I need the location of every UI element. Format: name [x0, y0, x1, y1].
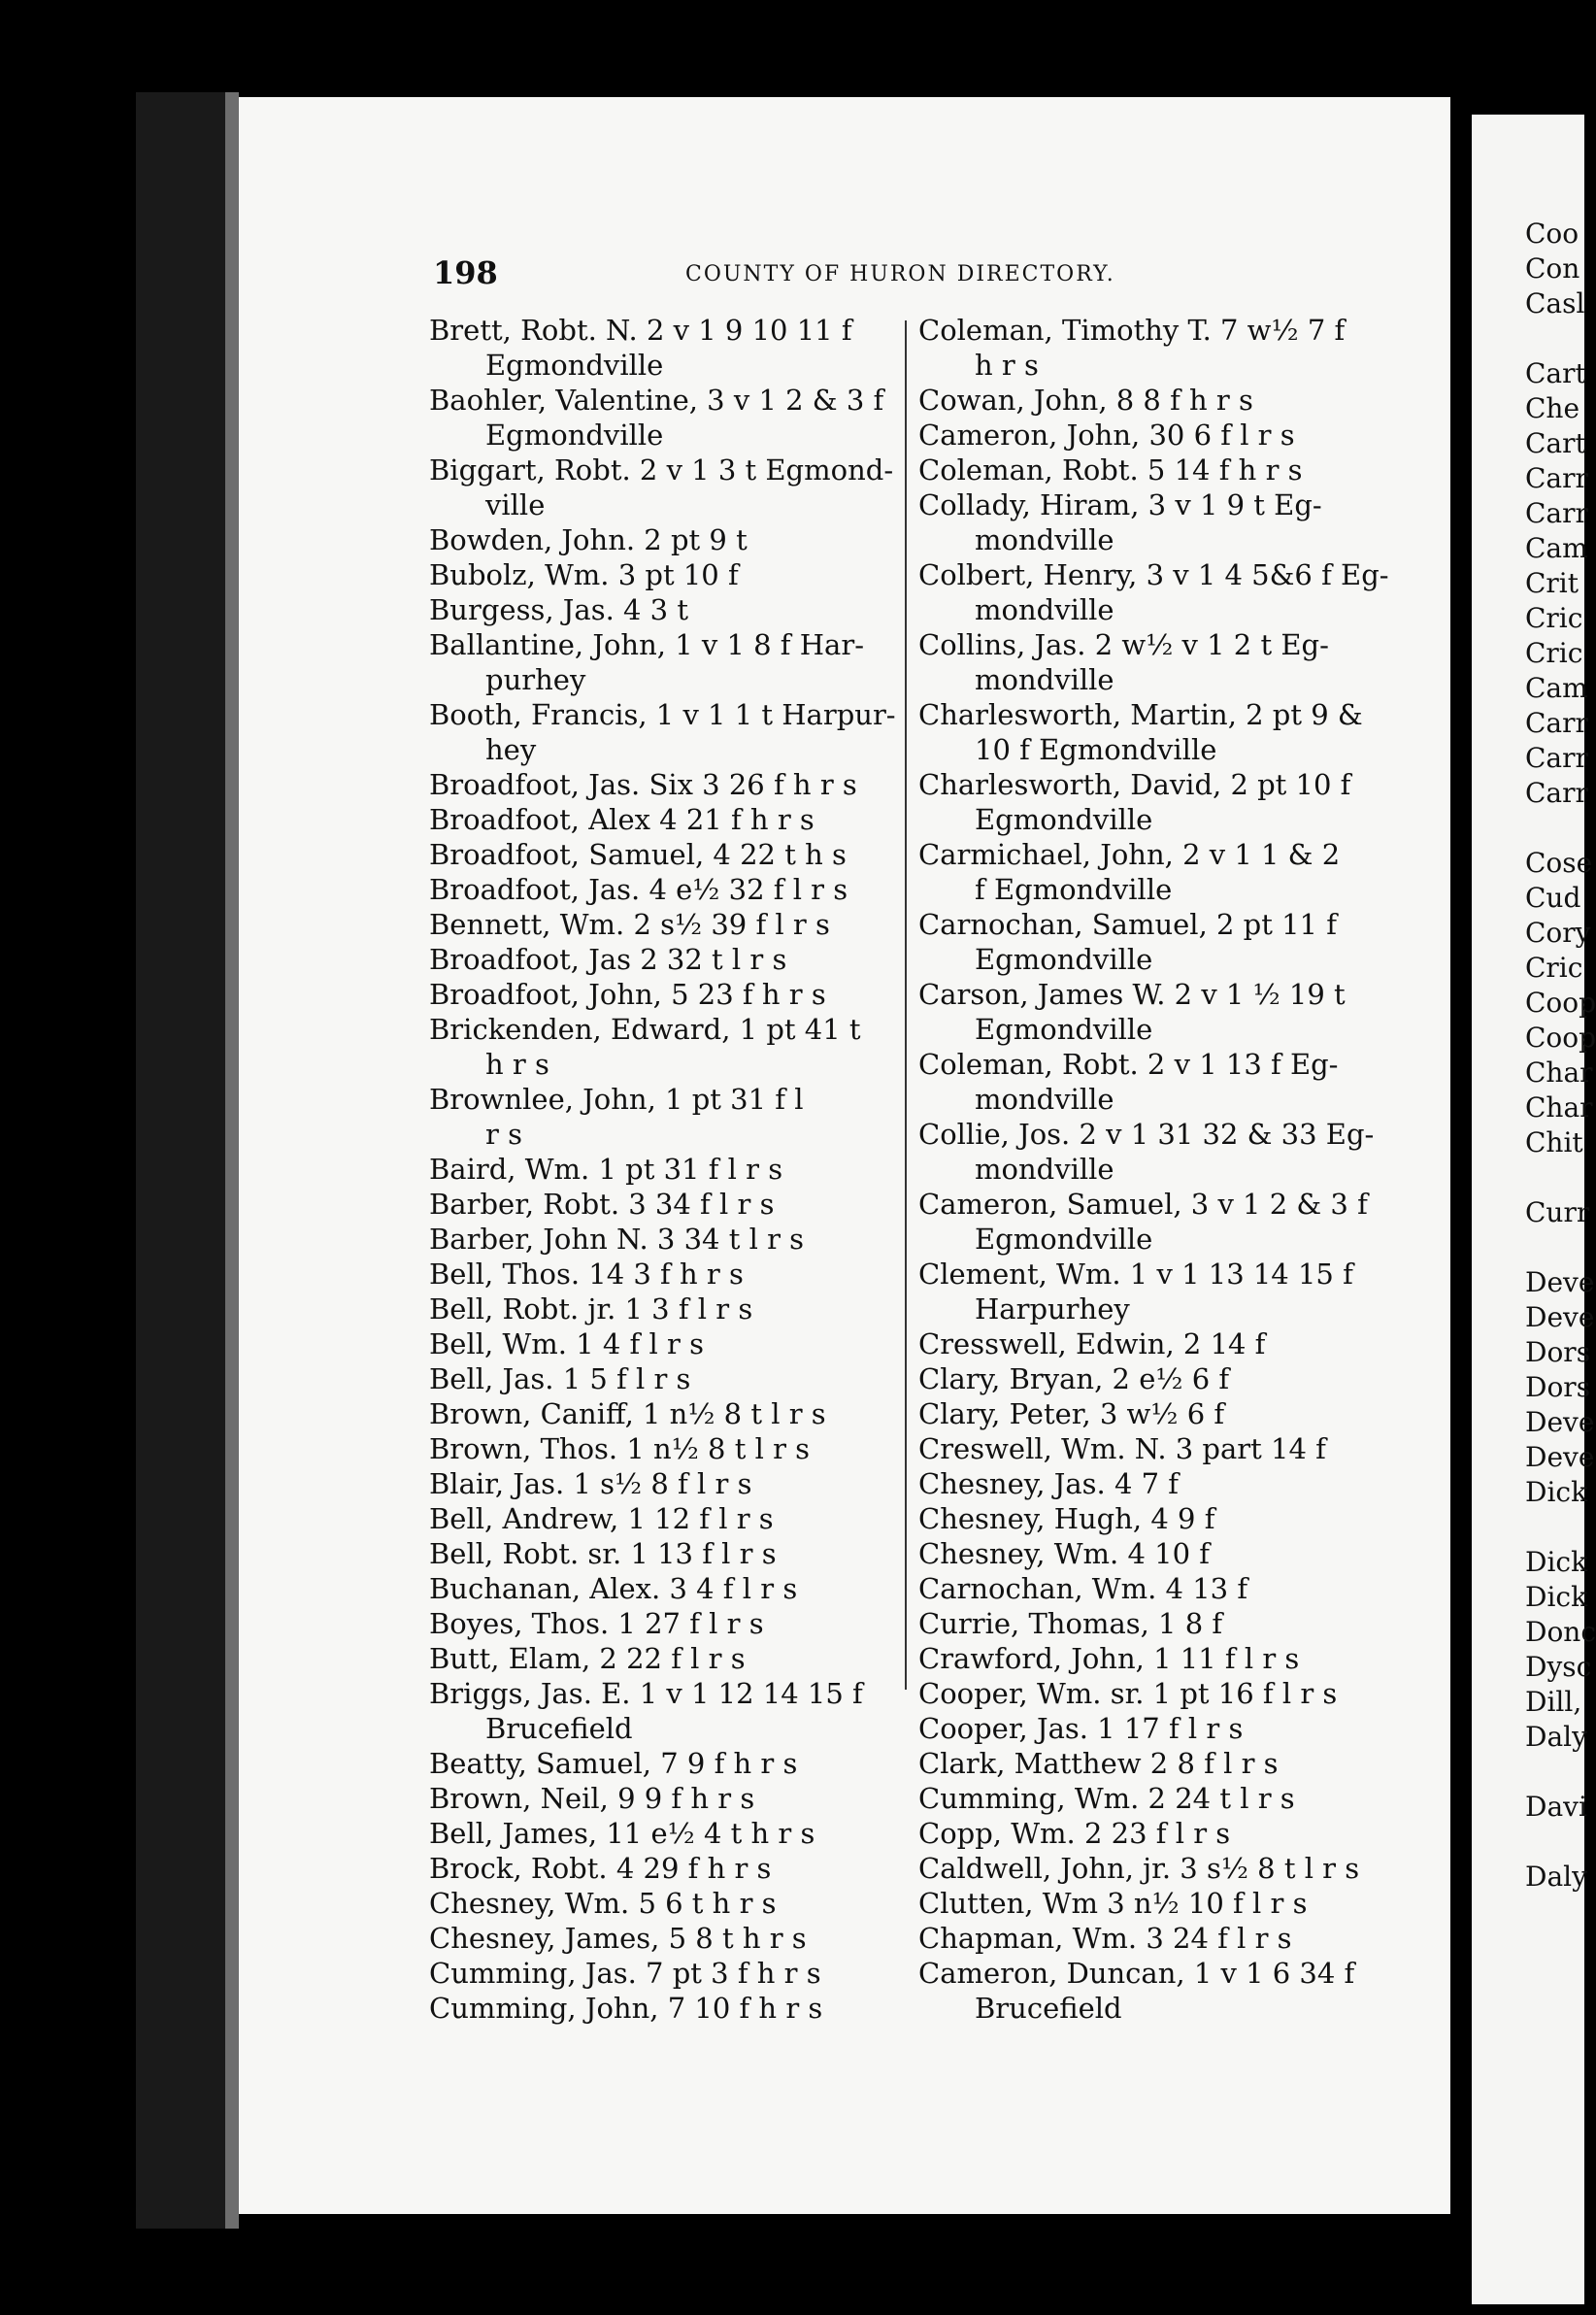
directory-entry: Biggart, Robt. 2 v 1 3 t Egmond-	[429, 453, 894, 486]
entry-continuation: mondville	[975, 523, 1114, 556]
adjacent-page-fragment: Curr	[1525, 1196, 1590, 1228]
directory-entry: Barber, Robt. 3 34 f l r s	[429, 1188, 775, 1221]
directory-entry: Coleman, Robt. 2 v 1 13 f Eg-	[918, 1048, 1339, 1081]
entry-continuation: mondville	[975, 1153, 1114, 1186]
directory-entry: Chesney, Wm. 4 10 f	[918, 1537, 1210, 1570]
directory-entry: Chesney, Jas. 4 7 f	[918, 1467, 1180, 1500]
directory-entry: Charlesworth, Martin, 2 pt 9 &	[918, 698, 1363, 731]
directory-entry: Brown, Thos. 1 n½ 8 t l r s	[429, 1432, 811, 1465]
adjacent-page-fragment: Coop	[1525, 987, 1596, 1019]
directory-entry: Bell, Robt. jr. 1 3 f l r s	[429, 1292, 753, 1325]
directory-entry: Broadfoot, John, 5 23 f h r s	[429, 978, 826, 1011]
adjacent-page-fragment: Dors	[1525, 1336, 1591, 1368]
directory-entry: Bell, Wm. 1 4 f l r s	[429, 1327, 704, 1360]
directory-entry: Cooper, Wm. sr. 1 pt 16 f l r s	[918, 1677, 1338, 1710]
right-column	[918, 313, 1394, 2026]
directory-entry: Briggs, Jas. E. 1 v 1 12 14 15 f	[429, 1677, 863, 1710]
directory-entry: Broadfoot, Jas. 4 e½ 32 f l r s	[429, 873, 848, 906]
entry-continuation: 10 f Egmondville	[975, 733, 1217, 766]
adjacent-page-fragment: Carr	[1525, 707, 1588, 739]
adjacent-page-fragment: Char	[1525, 1057, 1593, 1089]
left-column	[429, 313, 905, 2026]
adjacent-page-fragment: Cric	[1525, 637, 1583, 669]
directory-entry: Clark, Matthew 2 8 f l r s	[918, 1747, 1279, 1780]
adjacent-page-fragment: Carr	[1525, 777, 1588, 809]
directory-entry: Cowan, John, 8 8 f h r s	[918, 384, 1253, 417]
adjacent-page-fragment: Deve	[1525, 1406, 1595, 1438]
directory-entry: Bennett, Wm. 2 s½ 39 f l r s	[429, 908, 830, 941]
entry-continuation: Egmondville	[975, 1013, 1153, 1046]
directory-entry: Barber, John N. 3 34 t l r s	[429, 1223, 805, 1256]
adjacent-page-fragment: Carr	[1525, 497, 1588, 529]
adjacent-page-fragment: Deve	[1525, 1301, 1595, 1333]
adjacent-page-fragment: Carr	[1525, 462, 1588, 494]
adjacent-page-fragment: Daly	[1525, 1861, 1587, 1893]
directory-entry: Cresswell, Edwin, 2 14 f	[918, 1327, 1266, 1360]
directory-entry: Broadfoot, Jas 2 32 t l r s	[429, 943, 787, 976]
directory-entry: Burgess, Jas. 4 3 t	[429, 593, 689, 626]
entry-continuation: mondville	[975, 1083, 1114, 1116]
directory-entry: Cumming, John, 7 10 f h r s	[429, 1992, 823, 2025]
entry-continuation: f Egmondville	[975, 873, 1173, 906]
directory-entry: Baohler, Valentine, 3 v 1 2 & 3 f	[429, 384, 884, 417]
directory-entry: Brown, Caniff, 1 n½ 8 t l r s	[429, 1397, 826, 1430]
directory-entry: Charlesworth, David, 2 pt 10 f	[918, 768, 1351, 801]
directory-entry: Clary, Peter, 3 w½ 6 f	[918, 1397, 1225, 1430]
entry-continuation: h r s	[485, 1048, 549, 1081]
directory-entry: Ballantine, John, 1 v 1 8 f Har-	[429, 628, 864, 661]
adjacent-page-fragment: Cam	[1525, 532, 1588, 564]
entry-continuation: Egmondville	[975, 1223, 1153, 1256]
directory-entry: Carson, James W. 2 v 1 ½ 19 t	[918, 978, 1346, 1011]
directory-entry: Cumming, Jas. 7 pt 3 f h r s	[429, 1957, 821, 1990]
adjacent-page-fragment: Deve	[1525, 1441, 1595, 1473]
directory-entry: Cumming, Wm. 2 24 t l r s	[918, 1782, 1295, 1815]
directory-entry: Clement, Wm. 1 v 1 13 14 15 f	[918, 1258, 1353, 1291]
directory-entry: Boyes, Thos. 1 27 f l r s	[429, 1607, 764, 1640]
directory-entry: Booth, Francis, 1 v 1 1 t Harpur-	[429, 698, 896, 731]
directory-entry: Carnochan, Wm. 4 13 f	[918, 1572, 1248, 1605]
adjacent-page-fragment: Daly	[1525, 1721, 1587, 1753]
adjacent-page-edge	[1472, 115, 1596, 2304]
page-edge	[225, 92, 239, 2229]
adjacent-page-fragment: Dick	[1525, 1476, 1588, 1508]
directory-entry: Currie, Thomas, 1 8 f	[918, 1607, 1223, 1640]
adjacent-page-fragment: Cose	[1525, 847, 1593, 879]
directory-entry: Carnochan, Samuel, 2 pt 11 f	[918, 908, 1337, 941]
directory-entry: Cooper, Jas. 1 17 f l r s	[918, 1712, 1244, 1745]
directory-entry: Collie, Jos. 2 v 1 31 32 & 33 Eg-	[918, 1118, 1375, 1151]
adjacent-page-fragment: Chit	[1525, 1126, 1583, 1158]
directory-entry: Chapman, Wm. 3 24 f l r s	[918, 1922, 1292, 1955]
entry-continuation: mondville	[975, 593, 1114, 626]
directory-entry: Brett, Robt. N. 2 v 1 9 10 11 f	[429, 314, 852, 347]
directory-entry: Creswell, Wm. N. 3 part 14 f	[918, 1432, 1326, 1465]
directory-entry: Bell, Robt. sr. 1 13 f l r s	[429, 1537, 777, 1570]
directory-page	[239, 97, 1450, 2214]
directory-entry: Broadfoot, Samuel, 4 22 t h s	[429, 838, 847, 871]
directory-entry: Brownlee, John, 1 pt 31 f l	[429, 1083, 804, 1116]
directory-entry: Broadfoot, Jas. Six 3 26 f h r s	[429, 768, 857, 801]
entry-continuation: Brucefield	[975, 1992, 1122, 2025]
entry-continuation: hey	[485, 733, 537, 766]
directory-entry: Broadfoot, Alex 4 21 f h r s	[429, 803, 815, 836]
adjacent-page-fragment: Cam	[1525, 672, 1588, 704]
directory-entry: Colbert, Henry, 3 v 1 4 5&6 f Eg-	[918, 558, 1389, 591]
adjacent-page-fragment: Coo	[1525, 218, 1579, 250]
page-number: 198	[433, 254, 498, 291]
directory-entry: Butt, Elam, 2 22 f l r s	[429, 1642, 746, 1675]
directory-entry: Bell, James, 11 e½ 4 t h r s	[429, 1817, 815, 1850]
column-divider	[905, 320, 907, 1690]
book-spine	[136, 92, 238, 2229]
directory-entry: Brown, Neil, 9 9 f h r s	[429, 1782, 755, 1815]
adjacent-page-fragment: Cart	[1525, 427, 1586, 459]
entry-continuation: Harpurhey	[975, 1292, 1130, 1325]
directory-entry: Collady, Hiram, 3 v 1 9 t Eg-	[918, 488, 1322, 521]
adjacent-page-fragment: Cric	[1525, 952, 1583, 984]
adjacent-page-fragment: Dors	[1525, 1371, 1591, 1403]
directory-entry: Brock, Robt. 4 29 f h r s	[429, 1852, 772, 1885]
adjacent-page-fragment: Dysc	[1525, 1651, 1592, 1683]
entry-continuation: Egmondville	[975, 943, 1153, 976]
adjacent-page-fragment: Cud	[1525, 882, 1581, 914]
entry-continuation: purhey	[485, 663, 586, 696]
adjacent-page-fragment: Casl	[1525, 287, 1585, 319]
directory-entry: Cameron, John, 30 6 f l r s	[918, 419, 1295, 452]
adjacent-page-fragment: Che	[1525, 392, 1580, 424]
directory-entry: Brickenden, Edward, 1 pt 41 t	[429, 1013, 861, 1046]
directory-entry: Clary, Bryan, 2 e½ 6 f	[918, 1362, 1230, 1395]
entry-continuation: Egmondville	[975, 803, 1153, 836]
adjacent-page-fragment: Dick	[1525, 1546, 1588, 1578]
directory-entry: Collins, Jas. 2 w½ v 1 2 t Eg-	[918, 628, 1329, 661]
running-head	[239, 254, 1450, 293]
adjacent-page-fragment: Dill,	[1525, 1686, 1582, 1718]
adjacent-page-fragment: Cory	[1525, 917, 1591, 949]
directory-entry: Bell, Andrew, 1 12 f l r s	[429, 1502, 774, 1535]
directory-entry: Bubolz, Wm. 3 pt 10 f	[429, 558, 739, 591]
directory-entry: Beatty, Samuel, 7 9 f h r s	[429, 1747, 798, 1780]
directory-entry: Chesney, Hugh, 4 9 f	[918, 1502, 1215, 1535]
adjacent-page-fragment: Con	[1525, 252, 1580, 285]
entry-continuation: mondville	[975, 663, 1114, 696]
directory-entry: Chesney, Wm. 5 6 t h r s	[429, 1887, 777, 1920]
directory-entry: Bell, Jas. 1 5 f l r s	[429, 1362, 691, 1395]
adjacent-page-fragment: Donc	[1525, 1616, 1596, 1648]
directory-entry: Crawford, John, 1 11 f l r s	[918, 1642, 1300, 1675]
adjacent-page-fragment: Crit	[1525, 567, 1579, 599]
directory-entry: Blair, Jas. 1 s½ 8 f l r s	[429, 1467, 752, 1500]
directory-entry: Cameron, Samuel, 3 v 1 2 & 3 f	[918, 1188, 1368, 1221]
directory-entry: Caldwell, John, jr. 3 s½ 8 t l r s	[918, 1852, 1360, 1885]
adjacent-page-fragment: Coop	[1525, 1022, 1596, 1054]
directory-entry: Bowden, John. 2 pt 9 t	[429, 523, 748, 556]
directory-entry: Bell, Thos. 14 3 f h r s	[429, 1258, 744, 1291]
directory-entry: Clutten, Wm 3 n½ 10 f l r s	[918, 1887, 1308, 1920]
entry-continuation: ville	[485, 488, 546, 521]
entry-continuation: h r s	[975, 349, 1039, 382]
directory-entry: Coleman, Robt. 5 14 f h r s	[918, 453, 1303, 486]
directory-entry: Cameron, Duncan, 1 v 1 6 34 f	[918, 1957, 1355, 1990]
directory-entry: Carmichael, John, 2 v 1 1 & 2	[918, 838, 1341, 871]
directory-entry: Chesney, James, 5 8 t h r s	[429, 1922, 807, 1955]
directory-entry: Buchanan, Alex. 3 4 f l r s	[429, 1572, 798, 1605]
adjacent-page-fragment: Davi	[1525, 1791, 1587, 1823]
adjacent-page-fragment: Deve	[1525, 1266, 1595, 1298]
adjacent-page-fragment: Cart	[1525, 357, 1586, 389]
page-title: COUNTY OF HURON DIRECTORY.	[685, 262, 1115, 286]
adjacent-page-fragment: Dick	[1525, 1581, 1588, 1613]
directory-entry: Coleman, Timothy T. 7 w½ 7 f	[918, 314, 1346, 347]
adjacent-page-fragment: Char	[1525, 1091, 1593, 1124]
entry-continuation: Egmondville	[485, 419, 664, 452]
adjacent-page-fragment: Carr	[1525, 742, 1588, 774]
entry-continuation: Egmondville	[485, 349, 664, 382]
adjacent-page-fragment: Cric	[1525, 602, 1583, 634]
directory-entry: Copp, Wm. 2 23 f l r s	[918, 1817, 1231, 1850]
directory-entry: Baird, Wm. 1 pt 31 f l r s	[429, 1153, 783, 1186]
entry-continuation: Brucefield	[485, 1712, 633, 1745]
entry-continuation: r s	[485, 1118, 522, 1151]
